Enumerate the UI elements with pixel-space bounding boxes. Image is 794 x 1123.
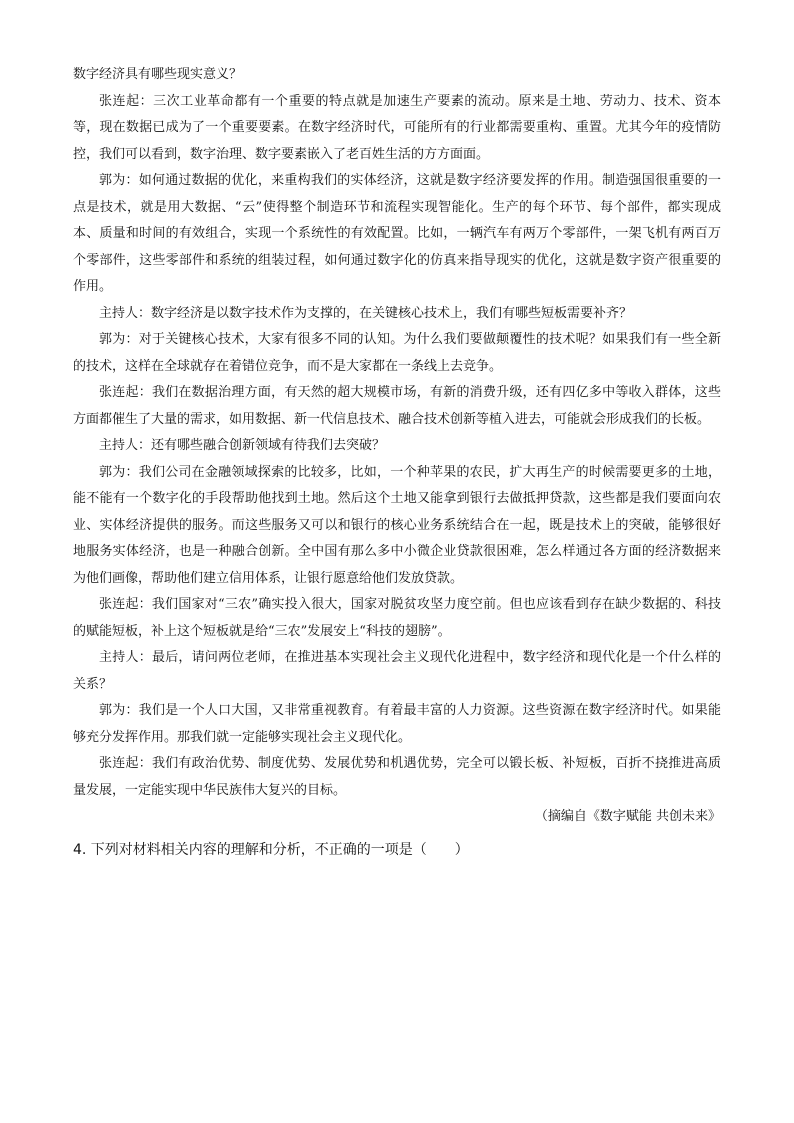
paragraph-3: 主持人：数字经济是以数字技术作为支撑的，在关键核心技术上，我们有哪些短板需要补齐？ xyxy=(99,305,633,321)
paragraph-10: 郭为：我们是一个人口大国，又非常重视教育。有着最丰富的人力资源。这些资源在数字经济时代。如果能够充分发挥作用。那我们就一定能够实现社会主义现代化。 xyxy=(73,703,721,745)
paragraph-8: 张连起：我们国家对“三农”确实投入很大，国家对脱贫攻坚力度空前。但也应该看到存在缺少数据的、科技的赋能短板，补上这个短板就是给“三农”发展安上“科技的翅膀”。 xyxy=(73,597,721,639)
paragraph-4: 郭为：对于关键核心技术，大家有很多不同的认知。为什么我们要做颠覆性的技术呢？如果我们有一些全新的技术，这样在全球就存在着错位竞争，而不是大家都在一条线上去竞争。 xyxy=(73,332,721,374)
document-page xyxy=(73,62,721,863)
question-4: 4. 下列对材料相关内容的理解和分析，不正确的一项是（ ） xyxy=(73,841,469,858)
paragraph-1: 张连起：三次工业革命都有一个重要的特点就是加速生产要素的流动。原来是土地、劳动力、技术、资本等，现在数据已成为了一个重要要素。在数字经济时代，可能所有的行业都需要重构、重置。尤其今年的疫情防控，我们可以看到，数字治理、数字要素嵌入了老百姓生活的方方面面。 xyxy=(73,93,721,162)
paragraph-7: 郭为：我们公司在金融领域探索的比较多，比如，一个种苹果的农民，扩大再生产的时候需要更多的土地，能不能有一个数字化的手段帮助他找到土地。然后这个土地又能拿到银行去做抵押贷款，这些都是我们要面向农业、实体经济提供的服务。而这些服务又可以和银行的核心业务系统结合在一起，既是技术上的突破，能够很好地服务实体经济，也是一种融合创新。全中国有那么多中小微企业贷款很困难，怎么样通过各方面的经济数据来为他们画像，帮助他们建立信用体系，让银行愿意给他们发放贷款。 xyxy=(73,464,721,586)
source-citation: （摘编自《数字赋能 共创未来》 xyxy=(534,809,721,824)
paragraph-0: 数字经济具有哪些现实意义？ xyxy=(73,67,243,82)
paragraph-9: 主持人：最后，请问两位老师，在推进基本实现社会主义现代化进程中，数字经济和现代化是一个什么样的关系？ xyxy=(73,650,721,692)
paragraph-2: 郭为：如何通过数据的优化，来重构我们的实体经济，这就是数字经济要发挥的作用。制造强国很重要的一点是技术，就是用大数据、“云”使得整个制造环节和流程实现智能化。生产的每个环节、每个部件，都实现成本、质量和时间的有效组合，实现一个系统性的有效配置。比如，一辆汽车有两万个零部件，一架飞机有两百万个零部件，这些零部件和系统的组装过程，如何通过数字化的仿真来指导现实的优化，这就是数字资产很重要的作用。 xyxy=(73,173,721,294)
paragraph-6: 主持人：还有哪些融合创新领域有待我们去突破？ xyxy=(99,438,386,453)
paragraph-11: 张连起：我们有政治优势、制度优势、发展优势和机遇优势，完全可以锻长板、补短板，百折不挠推进高质量发展，一定能实现中华民族伟大复兴的目标。 xyxy=(73,756,721,798)
paragraph-5: 张连起：我们在数据治理方面，有天然的超大规模市场，有新的消费升级，还有四亿多中等收入群体，这些方面都催生了大量的需求，如用数据、新一代信息技术、融合技术创新等植入进去，可能就会形成我们的长板。 xyxy=(73,385,721,427)
